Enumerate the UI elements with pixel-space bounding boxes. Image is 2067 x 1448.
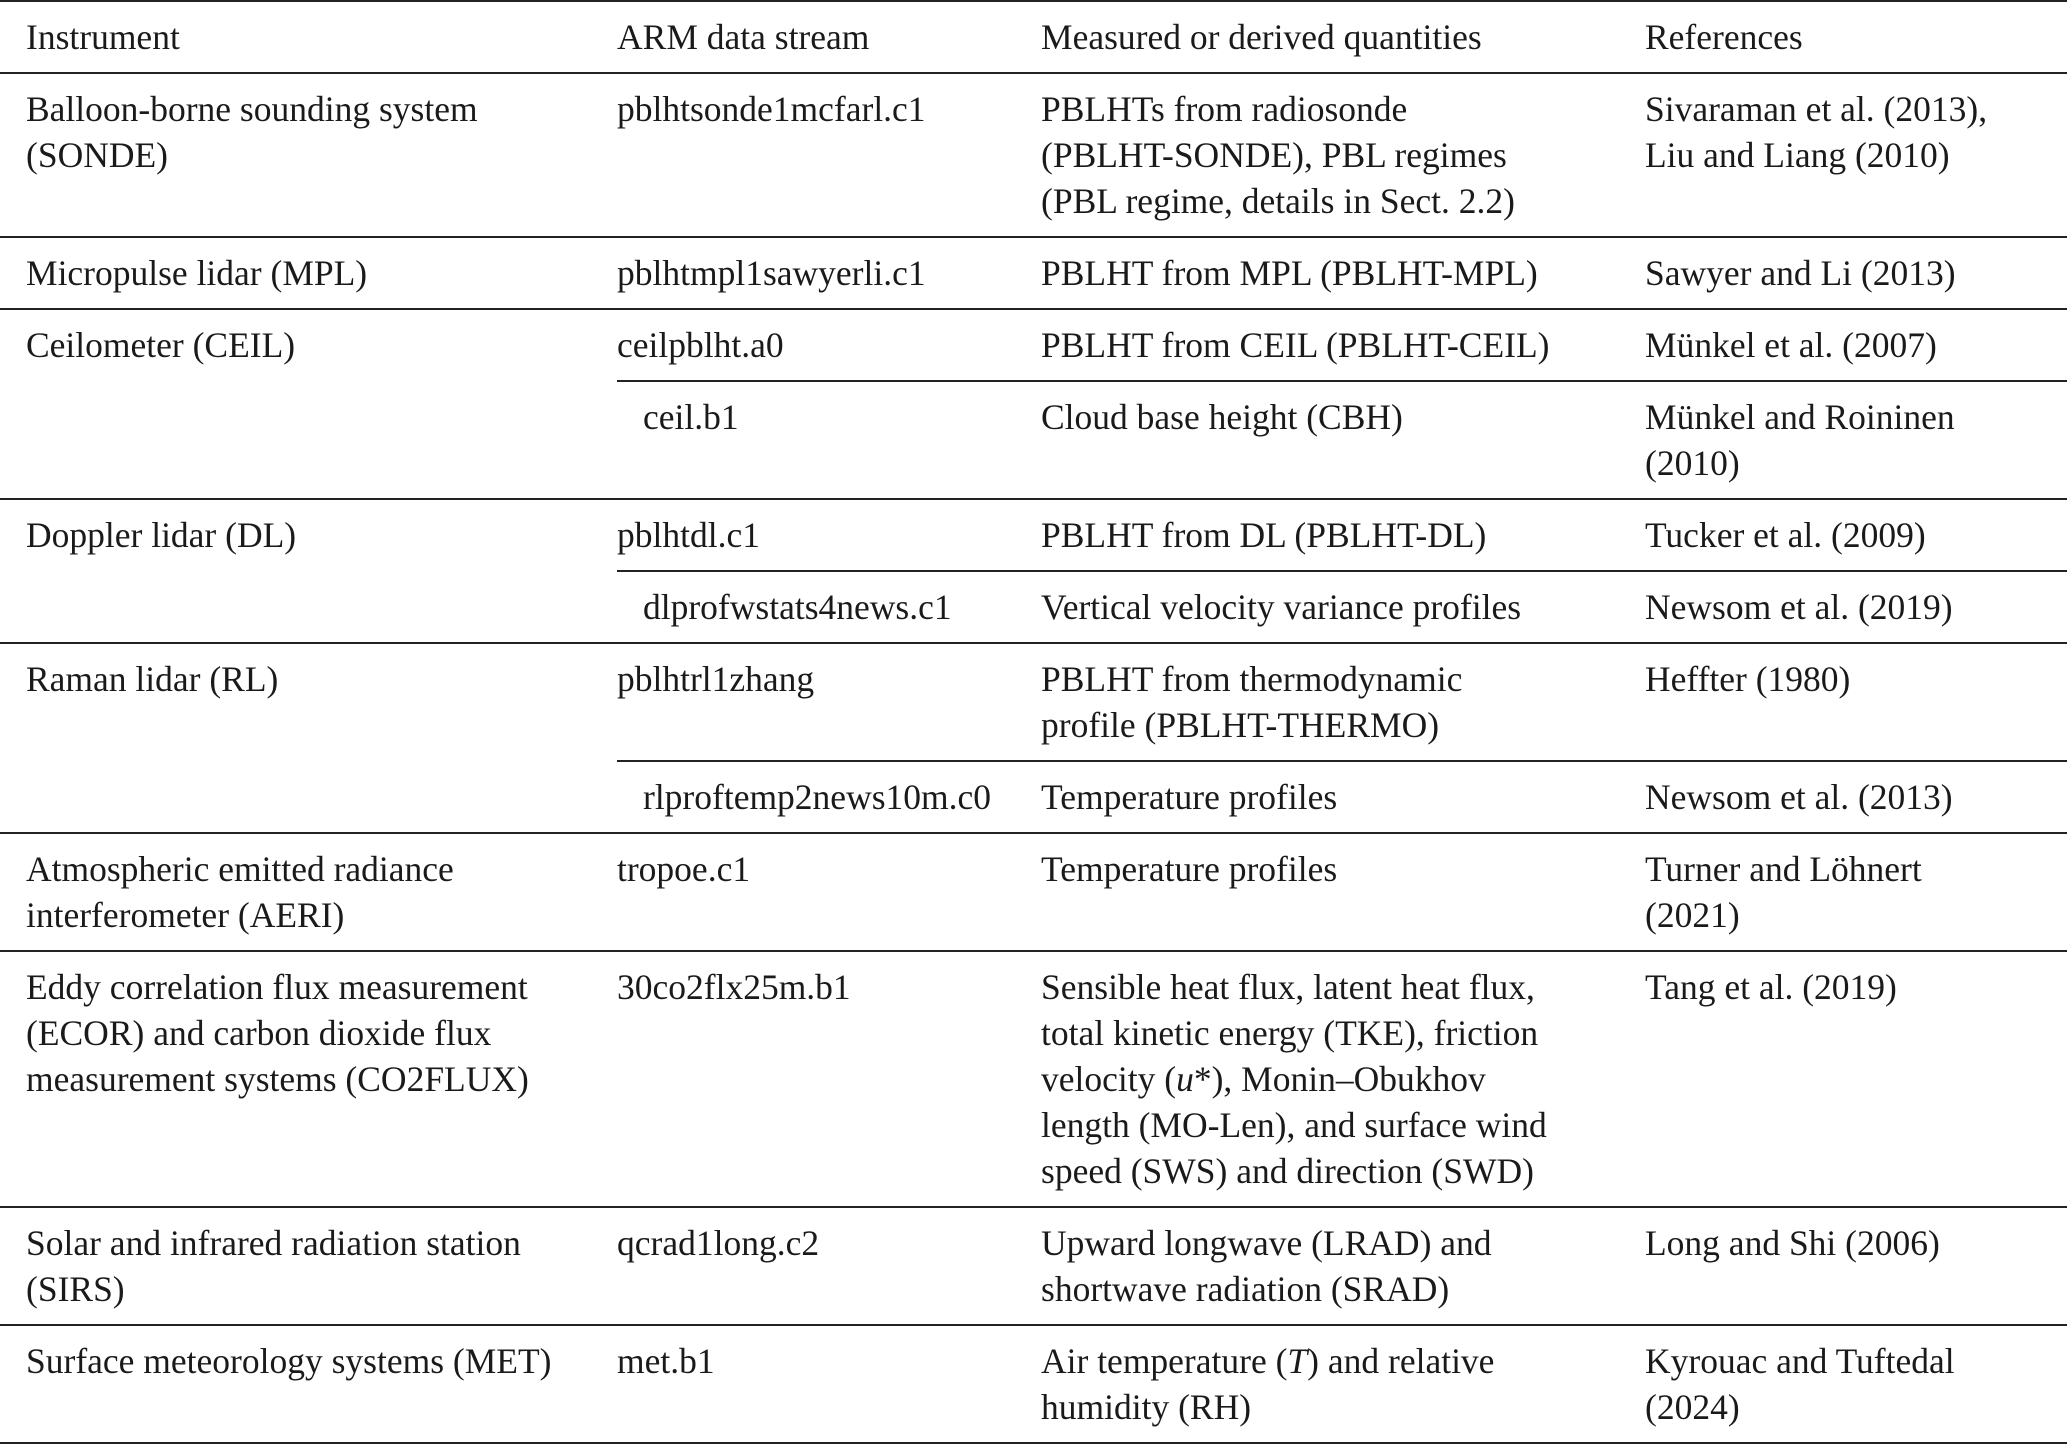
quantities-cell: Upward longwave (LRAD) and shortwave radiation (SRAD) [1041, 1223, 1492, 1309]
table-header [0, 1, 2067, 73]
data-stream-cell: 30co2flx25m.b1 [617, 967, 851, 1007]
header-quantities: Measured or derived quantities [1041, 17, 1482, 57]
header-references: References [1645, 17, 1803, 57]
references-cell: Münkel et al. (2007) [1645, 325, 1937, 365]
quantities-cell: Temperature profiles [1041, 761, 1645, 833]
instrument-cell: Solar and infrared radiation station (SIRS) [26, 1223, 521, 1309]
table-row [0, 833, 2067, 951]
quantities-cell: Vertical velocity variance profiles [1041, 571, 1645, 643]
references-cell: Tucker et al. (2009) [1645, 515, 1926, 555]
data-stream-cell: pblhtmpl1sawyerli.c1 [617, 253, 926, 293]
instrument-cell: Ceilometer (CEIL) [26, 325, 296, 365]
data-stream-cell: pblhtdl.c1 [617, 515, 760, 555]
table-row [0, 73, 2067, 237]
instrument-cell: Eddy correlation flux measurement (ECOR) and carbon dioxide flux measurement systems (CO2FLUX) [26, 967, 529, 1099]
instrument-cell: Balloon-borne sounding system (SONDE) [26, 89, 478, 175]
data-stream-cell: ceilpblht.a0 [617, 325, 784, 365]
table-body [0, 73, 2067, 1443]
quantities-cell: PBLHT from CEIL (PBLHT-CEIL) [1041, 325, 1550, 365]
table-row [0, 1207, 2067, 1325]
references-cell: Long and Shi (2006) [1645, 1223, 1940, 1263]
references-cell: Newsom et al. (2013) [1645, 761, 2067, 833]
references-cell: Münkel and Roininen (2010) [1645, 381, 2067, 499]
quantities-cell: Sensible heat flux, latent heat flux, total kinetic energy (TKE), friction velocity (u*), Monin–Obukhov length (MO-Len), and surface wind speed (SWS) and direction (SWD) [1041, 967, 1547, 1191]
data-stream-cell: ceil.b1 [617, 381, 1041, 499]
data-stream-cell: tropoe.c1 [617, 849, 751, 889]
table-row [0, 237, 2067, 309]
data-stream-cell: pblhtrl1zhang [617, 659, 815, 699]
instrument-cell: Atmospheric emitted radiance interferometer (AERI) [26, 849, 454, 935]
instrument-cell: Micropulse lidar (MPL) [26, 253, 368, 293]
header-row [0, 1, 2067, 73]
references-cell: Turner and Löhnert (2021) [1645, 849, 1922, 935]
quantities-cell: Cloud base height (CBH) [1041, 381, 1645, 499]
header-data-stream: ARM data stream [617, 17, 870, 57]
instrument-cell: Surface meteorology systems (MET) [26, 1341, 552, 1381]
table-row [0, 499, 2067, 571]
data-stream-cell: rlproftemp2news10m.c0 [617, 761, 1041, 833]
table-row [0, 951, 2067, 1207]
quantities-cell: PBLHTs from radiosonde (PBLHT-SONDE), PBL regimes (PBL regime, details in Sect. 2.2) [1041, 89, 1515, 221]
quantities-cell: Temperature profiles [1041, 849, 1338, 889]
quantities-cell: PBLHT from DL (PBLHT-DL) [1041, 515, 1487, 555]
table-row [0, 643, 2067, 761]
table-row [0, 1325, 2067, 1443]
header-instrument: Instrument [26, 17, 180, 57]
quantities-cell: PBLHT from thermodynamic profile (PBLHT-THERMO) [1041, 659, 1463, 745]
quantities-cell: PBLHT from MPL (PBLHT-MPL) [1041, 253, 1538, 293]
quantities-cell: Air temperature (T) and relative humidity (RH) [1041, 1341, 1495, 1427]
data-stream-cell: qcrad1long.c2 [617, 1223, 820, 1263]
data-stream-cell: pblhtsonde1mcfarl.c1 [617, 89, 926, 129]
data-stream-cell: met.b1 [617, 1341, 715, 1381]
references-cell: Heffter (1980) [1645, 659, 1851, 699]
instrument-cell: Raman lidar (RL) [26, 659, 279, 699]
data-stream-cell: dlprofwstats4news.c1 [617, 571, 1041, 643]
references-cell: Kyrouac and Tuftedal (2024) [1645, 1341, 1955, 1427]
references-cell: Sawyer and Li (2013) [1645, 253, 1956, 293]
references-cell: Sivaraman et al. (2013), Liu and Liang (2010) [1645, 89, 1988, 175]
instrument-cell: Doppler lidar (DL) [26, 515, 297, 555]
table-row [0, 309, 2067, 381]
references-cell: Tang et al. (2019) [1645, 967, 1897, 1007]
references-cell: Newsom et al. (2019) [1645, 571, 2067, 643]
